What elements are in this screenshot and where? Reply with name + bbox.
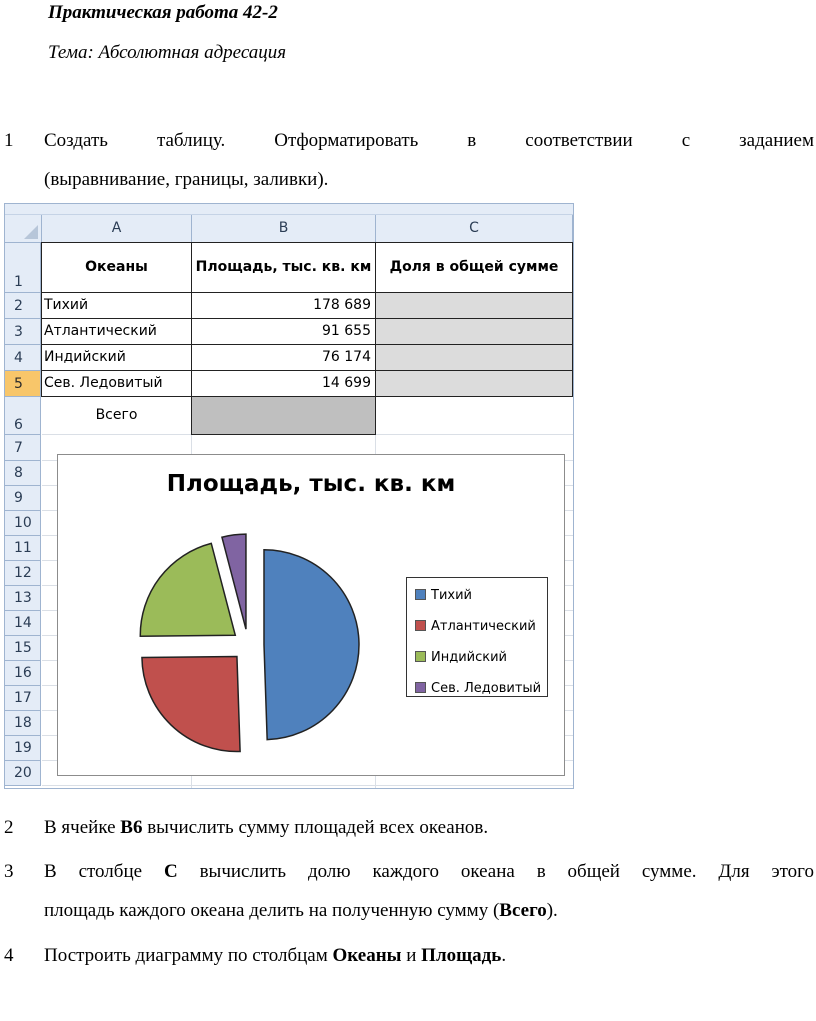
row-header-16[interactable]: 16 <box>5 661 41 686</box>
task-number: 2 <box>4 817 14 838</box>
ribbon-edge <box>5 204 573 215</box>
row-header-19[interactable]: 19 <box>5 736 41 761</box>
pie-slice-2[interactable] <box>142 657 240 752</box>
row-header-4[interactable]: 4 <box>5 345 41 371</box>
pie-slice-3[interactable] <box>140 543 235 636</box>
gridline <box>42 785 573 786</box>
legend-swatch <box>415 651 426 662</box>
task-text-line1: Создать таблицу. Отформатировать в соответствии с заданием <box>44 130 814 151</box>
task-number: 3 <box>4 861 14 882</box>
select-all-corner[interactable] <box>5 215 42 243</box>
legend-item <box>415 650 507 666</box>
task-text-line2: (выравнивание, границы, заливки). <box>44 169 329 190</box>
row-header-13[interactable]: 13 <box>5 586 41 611</box>
legend-swatch <box>415 589 426 600</box>
cell-total-label[interactable]: Всего <box>95 407 138 423</box>
cell-ocean-area[interactable]: 76 174 <box>191 344 376 371</box>
cell-ocean-name[interactable]: Тихий <box>41 292 192 319</box>
cell-ocean-area[interactable]: 178 689 <box>191 292 376 319</box>
column-header-c[interactable]: C <box>376 215 573 243</box>
task-number: 1 <box>4 130 14 151</box>
row-header-18[interactable]: 18 <box>5 711 41 736</box>
pie-slice-1[interactable] <box>264 550 359 740</box>
cell-share[interactable] <box>375 370 573 397</box>
task-text: В ячейке B6 вычислить сумму площадей всех океанов. <box>44 817 489 838</box>
cell-share[interactable] <box>375 318 573 345</box>
chart-title: Площадь, тыс. кв. км <box>166 471 456 497</box>
row-header-15[interactable]: 15 <box>5 636 41 661</box>
cell-share[interactable] <box>375 344 573 371</box>
pie-chart[interactable] <box>57 454 565 776</box>
row-header-1[interactable]: 1 <box>5 243 41 293</box>
legend-label: Индийский <box>431 650 508 665</box>
cell-total-sum[interactable] <box>191 396 376 435</box>
header-cell-a[interactable]: Океаны <box>41 242 192 293</box>
cell-ocean-area[interactable]: 91 655 <box>191 318 376 345</box>
legend-label: Атлантический <box>431 619 536 634</box>
row-header-9[interactable]: 9 <box>5 486 41 511</box>
legend-swatch <box>415 682 426 693</box>
row-header-17[interactable]: 17 <box>5 686 41 711</box>
column-header-a[interactable]: A <box>42 215 192 243</box>
header-cell-c[interactable]: Доля в общей сумме <box>375 242 573 293</box>
cell-ocean-name[interactable]: Индийский <box>41 344 192 371</box>
row-header-14[interactable]: 14 <box>5 611 41 636</box>
task-text-line1: В столбце С вычислить долю каждого океана в общей сумме. Для этого <box>44 861 814 882</box>
row-header-10[interactable]: 10 <box>5 511 41 536</box>
task-number: 4 <box>4 945 14 966</box>
column-header-b[interactable]: B <box>192 215 376 243</box>
task-text: Построить диаграмму по столбцам Океаны и Площадь. <box>44 945 507 966</box>
row-header-20[interactable]: 20 <box>5 761 41 786</box>
task-1 <box>4 121 814 201</box>
row-header-12[interactable]: 12 <box>5 561 41 586</box>
cell-ocean-area[interactable]: 14 699 <box>191 370 376 397</box>
legend-label: Тихий <box>431 588 472 603</box>
cell-share[interactable] <box>375 292 573 319</box>
row-header-7[interactable]: 7 <box>5 435 41 461</box>
legend-swatch <box>415 620 426 631</box>
legend-item <box>415 681 541 697</box>
legend-item <box>415 619 536 635</box>
row-header-11[interactable]: 11 <box>5 536 41 561</box>
row-header-6[interactable]: 6 <box>5 397 41 435</box>
cell-ocean-name[interactable]: Сев. Ледовитый <box>41 370 192 397</box>
document-title: Практическая работа 42-2 <box>48 2 278 23</box>
task-text-line2: площадь каждого океана делить на полученную сумму (Всего). <box>44 900 558 921</box>
row-header-5[interactable]: 5 <box>5 371 41 397</box>
row-header-3[interactable]: 3 <box>5 319 41 345</box>
header-cell-b[interactable]: Площадь, тыс. кв. км <box>191 242 376 293</box>
row-header-2[interactable]: 2 <box>5 293 41 319</box>
spreadsheet <box>4 203 574 789</box>
cell-ocean-name[interactable]: Атлантический <box>41 318 192 345</box>
document-theme: Тема: Абсолютная адресация <box>48 42 287 63</box>
row-header-8[interactable]: 8 <box>5 461 41 486</box>
chart-legend <box>406 577 548 697</box>
legend-label: Сев. Ледовитый <box>431 681 542 696</box>
legend-item <box>415 588 472 604</box>
